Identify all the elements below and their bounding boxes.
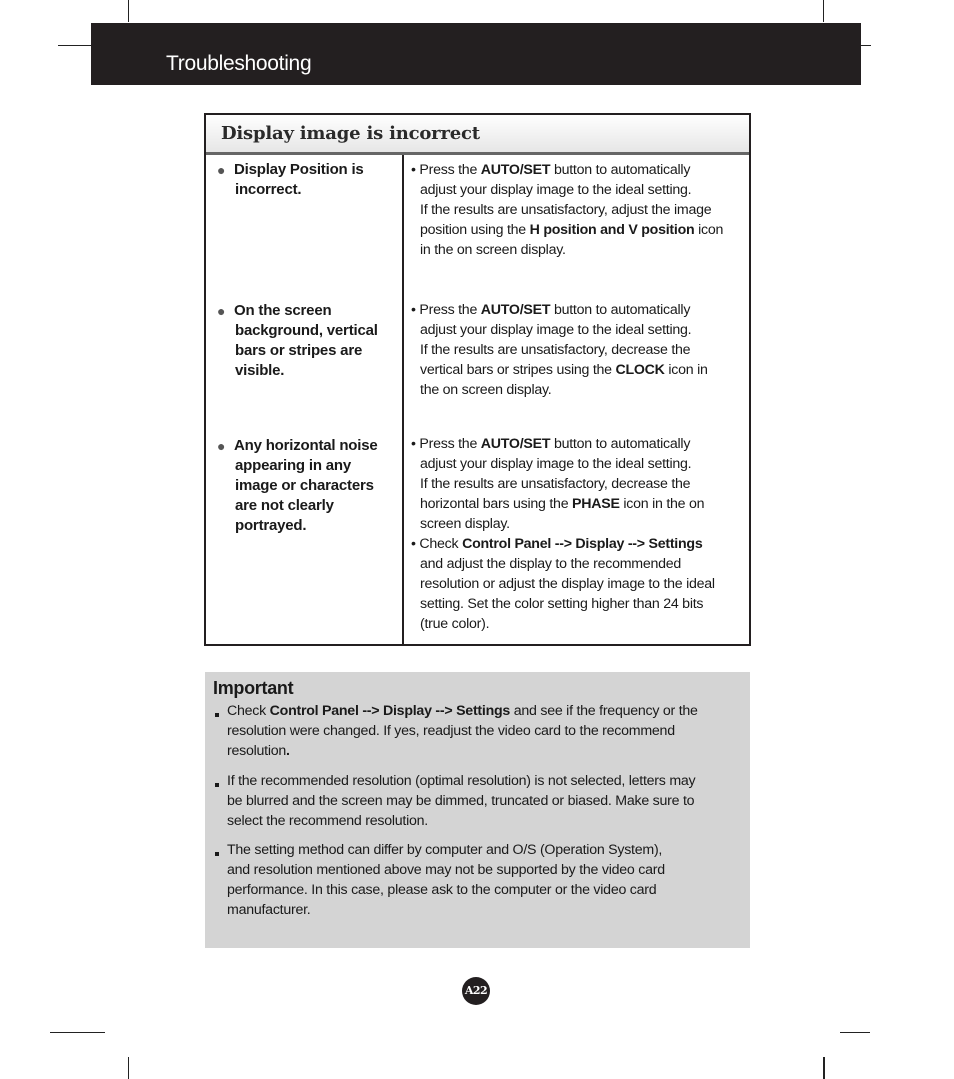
text-run: position using the xyxy=(420,222,530,238)
text-run: icon xyxy=(694,222,724,238)
problem-cell xyxy=(217,436,397,536)
text-run: If the results are unsatisfactory, decrease the xyxy=(420,342,691,358)
text-line xyxy=(411,574,741,594)
bold-term: AUTO/SET xyxy=(480,162,551,178)
text-run: button to automatically xyxy=(550,302,691,318)
problem-text: On the screen xyxy=(234,302,332,319)
solution-cell xyxy=(411,160,741,260)
text-line xyxy=(213,840,733,860)
text-line xyxy=(411,614,741,634)
square-bullet-icon xyxy=(215,783,219,787)
text-line xyxy=(411,554,741,574)
text-run: If the results are unsatisfactory, decrease the xyxy=(420,476,691,492)
problem-text: background, vertical xyxy=(235,322,378,339)
text-line xyxy=(411,360,741,380)
text-run: button to automatically xyxy=(550,162,691,178)
text-line xyxy=(411,200,741,220)
bold-term: Control Panel --> Display --> Settings xyxy=(269,703,511,719)
table-title: Display image is incorrect xyxy=(221,123,480,144)
text-line xyxy=(411,300,741,320)
bold-term: . xyxy=(286,743,290,759)
text-run: adjust your display image to the ideal setting. xyxy=(420,182,692,198)
text-run: resolution xyxy=(227,743,287,759)
text-line xyxy=(213,701,733,721)
text-run: resolution or adjust the display image to the ideal xyxy=(420,576,715,592)
crop-mark xyxy=(861,45,871,46)
text-run: and see if the frequency or the xyxy=(510,703,698,719)
text-run: icon in the on xyxy=(619,496,705,512)
text-run: and adjust the display to the recommended xyxy=(420,556,682,572)
crop-mark xyxy=(840,1032,870,1033)
text-run: Check xyxy=(227,703,270,719)
problem-text: Display Position is xyxy=(234,161,364,178)
problem-text: portrayed. xyxy=(235,517,307,534)
text-run: (true color). xyxy=(420,616,490,632)
page-number-badge: A22 xyxy=(462,977,490,1005)
important-item xyxy=(213,701,733,761)
text-run: • Check xyxy=(411,536,463,552)
problem-text: Any horizontal noise xyxy=(234,437,378,454)
text-line xyxy=(411,514,741,534)
text-line xyxy=(213,721,733,741)
solution-cell xyxy=(411,300,741,400)
bullet-icon: ● xyxy=(217,303,226,319)
text-line xyxy=(411,320,741,340)
text-line xyxy=(411,240,741,260)
square-bullet-icon xyxy=(215,852,219,856)
crop-mark xyxy=(128,0,129,22)
bold-term: CLOCK xyxy=(615,362,665,378)
text-line xyxy=(411,160,741,180)
crop-mark xyxy=(50,1032,105,1033)
text-run: performance. In this case, please ask to the computer or the video card xyxy=(227,882,657,898)
problem-text: appearing in any xyxy=(235,457,351,474)
text-run: screen display. xyxy=(420,516,510,532)
text-run: horizontal bars using the xyxy=(420,496,573,512)
text-line xyxy=(213,741,733,761)
bullet-icon: ● xyxy=(217,438,226,454)
bold-term: H position and V position xyxy=(529,222,695,238)
crop-mark xyxy=(823,0,824,22)
problem-cell xyxy=(217,301,397,381)
text-run: • Press the xyxy=(411,162,481,178)
text-run: icon in xyxy=(664,362,708,378)
table-title-bar xyxy=(206,115,749,155)
text-run: adjust your display image to the ideal setting. xyxy=(420,456,692,472)
text-line xyxy=(411,594,741,614)
text-line xyxy=(213,880,733,900)
problem-text: incorrect. xyxy=(235,181,302,198)
text-run: The setting method can differ by computer and O/S (Operation System), xyxy=(227,842,663,858)
text-run: select the recommend resolution. xyxy=(227,813,428,829)
text-line xyxy=(411,380,741,400)
page-title: Troubleshooting xyxy=(166,52,312,75)
important-item xyxy=(213,840,733,920)
text-run: If the recommended resolution (optimal resolution) is not selected, letters may xyxy=(227,773,696,789)
column-divider xyxy=(402,155,404,644)
bold-term: AUTO/SET xyxy=(480,436,551,452)
crop-mark xyxy=(823,1057,825,1079)
text-run: resolution were changed. If yes, readjust the video card to the recommend xyxy=(227,723,675,739)
important-item xyxy=(213,771,733,831)
important-notes-box xyxy=(205,672,750,948)
bold-term: AUTO/SET xyxy=(480,302,551,318)
text-run: and resolution mentioned above may not be supported by the video card xyxy=(227,862,665,878)
text-line xyxy=(411,180,741,200)
text-run: button to automatically xyxy=(550,436,691,452)
bold-term: PHASE xyxy=(572,496,620,512)
problem-text: visible. xyxy=(235,362,285,379)
problem-text: bars or stripes are xyxy=(235,342,363,359)
text-run: manufacturer. xyxy=(227,902,311,918)
text-run: setting. Set the color setting higher than 24 bits xyxy=(420,596,704,612)
text-run: • Press the xyxy=(411,436,481,452)
text-line xyxy=(411,454,741,474)
text-run: • Press the xyxy=(411,302,481,318)
text-run: vertical bars or stripes using the xyxy=(420,362,616,378)
text-run: adjust your display image to the ideal setting. xyxy=(420,322,692,338)
bold-term: Control Panel --> Display --> Settings xyxy=(462,536,703,552)
troubleshooting-table xyxy=(204,113,751,646)
text-run: in the on screen display. xyxy=(420,242,566,258)
text-line xyxy=(213,771,733,791)
bullet-icon: ● xyxy=(217,162,226,178)
text-line xyxy=(213,811,733,831)
important-title: Important xyxy=(213,678,294,698)
text-line xyxy=(213,900,733,920)
page-header xyxy=(91,23,861,85)
crop-mark xyxy=(128,1057,129,1079)
text-line xyxy=(411,434,741,454)
text-line xyxy=(213,791,733,811)
text-line xyxy=(411,534,741,554)
text-run: If the results are unsatisfactory, adjust the image xyxy=(420,202,712,218)
solution-cell xyxy=(411,434,741,634)
text-run: the on screen display. xyxy=(420,382,552,398)
text-line xyxy=(213,860,733,880)
crop-mark xyxy=(58,45,91,46)
problem-cell xyxy=(217,160,397,200)
problem-text: image or characters xyxy=(235,477,374,494)
text-line xyxy=(411,220,741,240)
text-line xyxy=(411,474,741,494)
problem-text: are not clearly xyxy=(235,497,334,514)
text-run: be blurred and the screen may be dimmed, truncated or biased. Make sure to xyxy=(227,793,695,809)
text-line xyxy=(411,494,741,514)
square-bullet-icon xyxy=(215,713,219,717)
text-line xyxy=(411,340,741,360)
